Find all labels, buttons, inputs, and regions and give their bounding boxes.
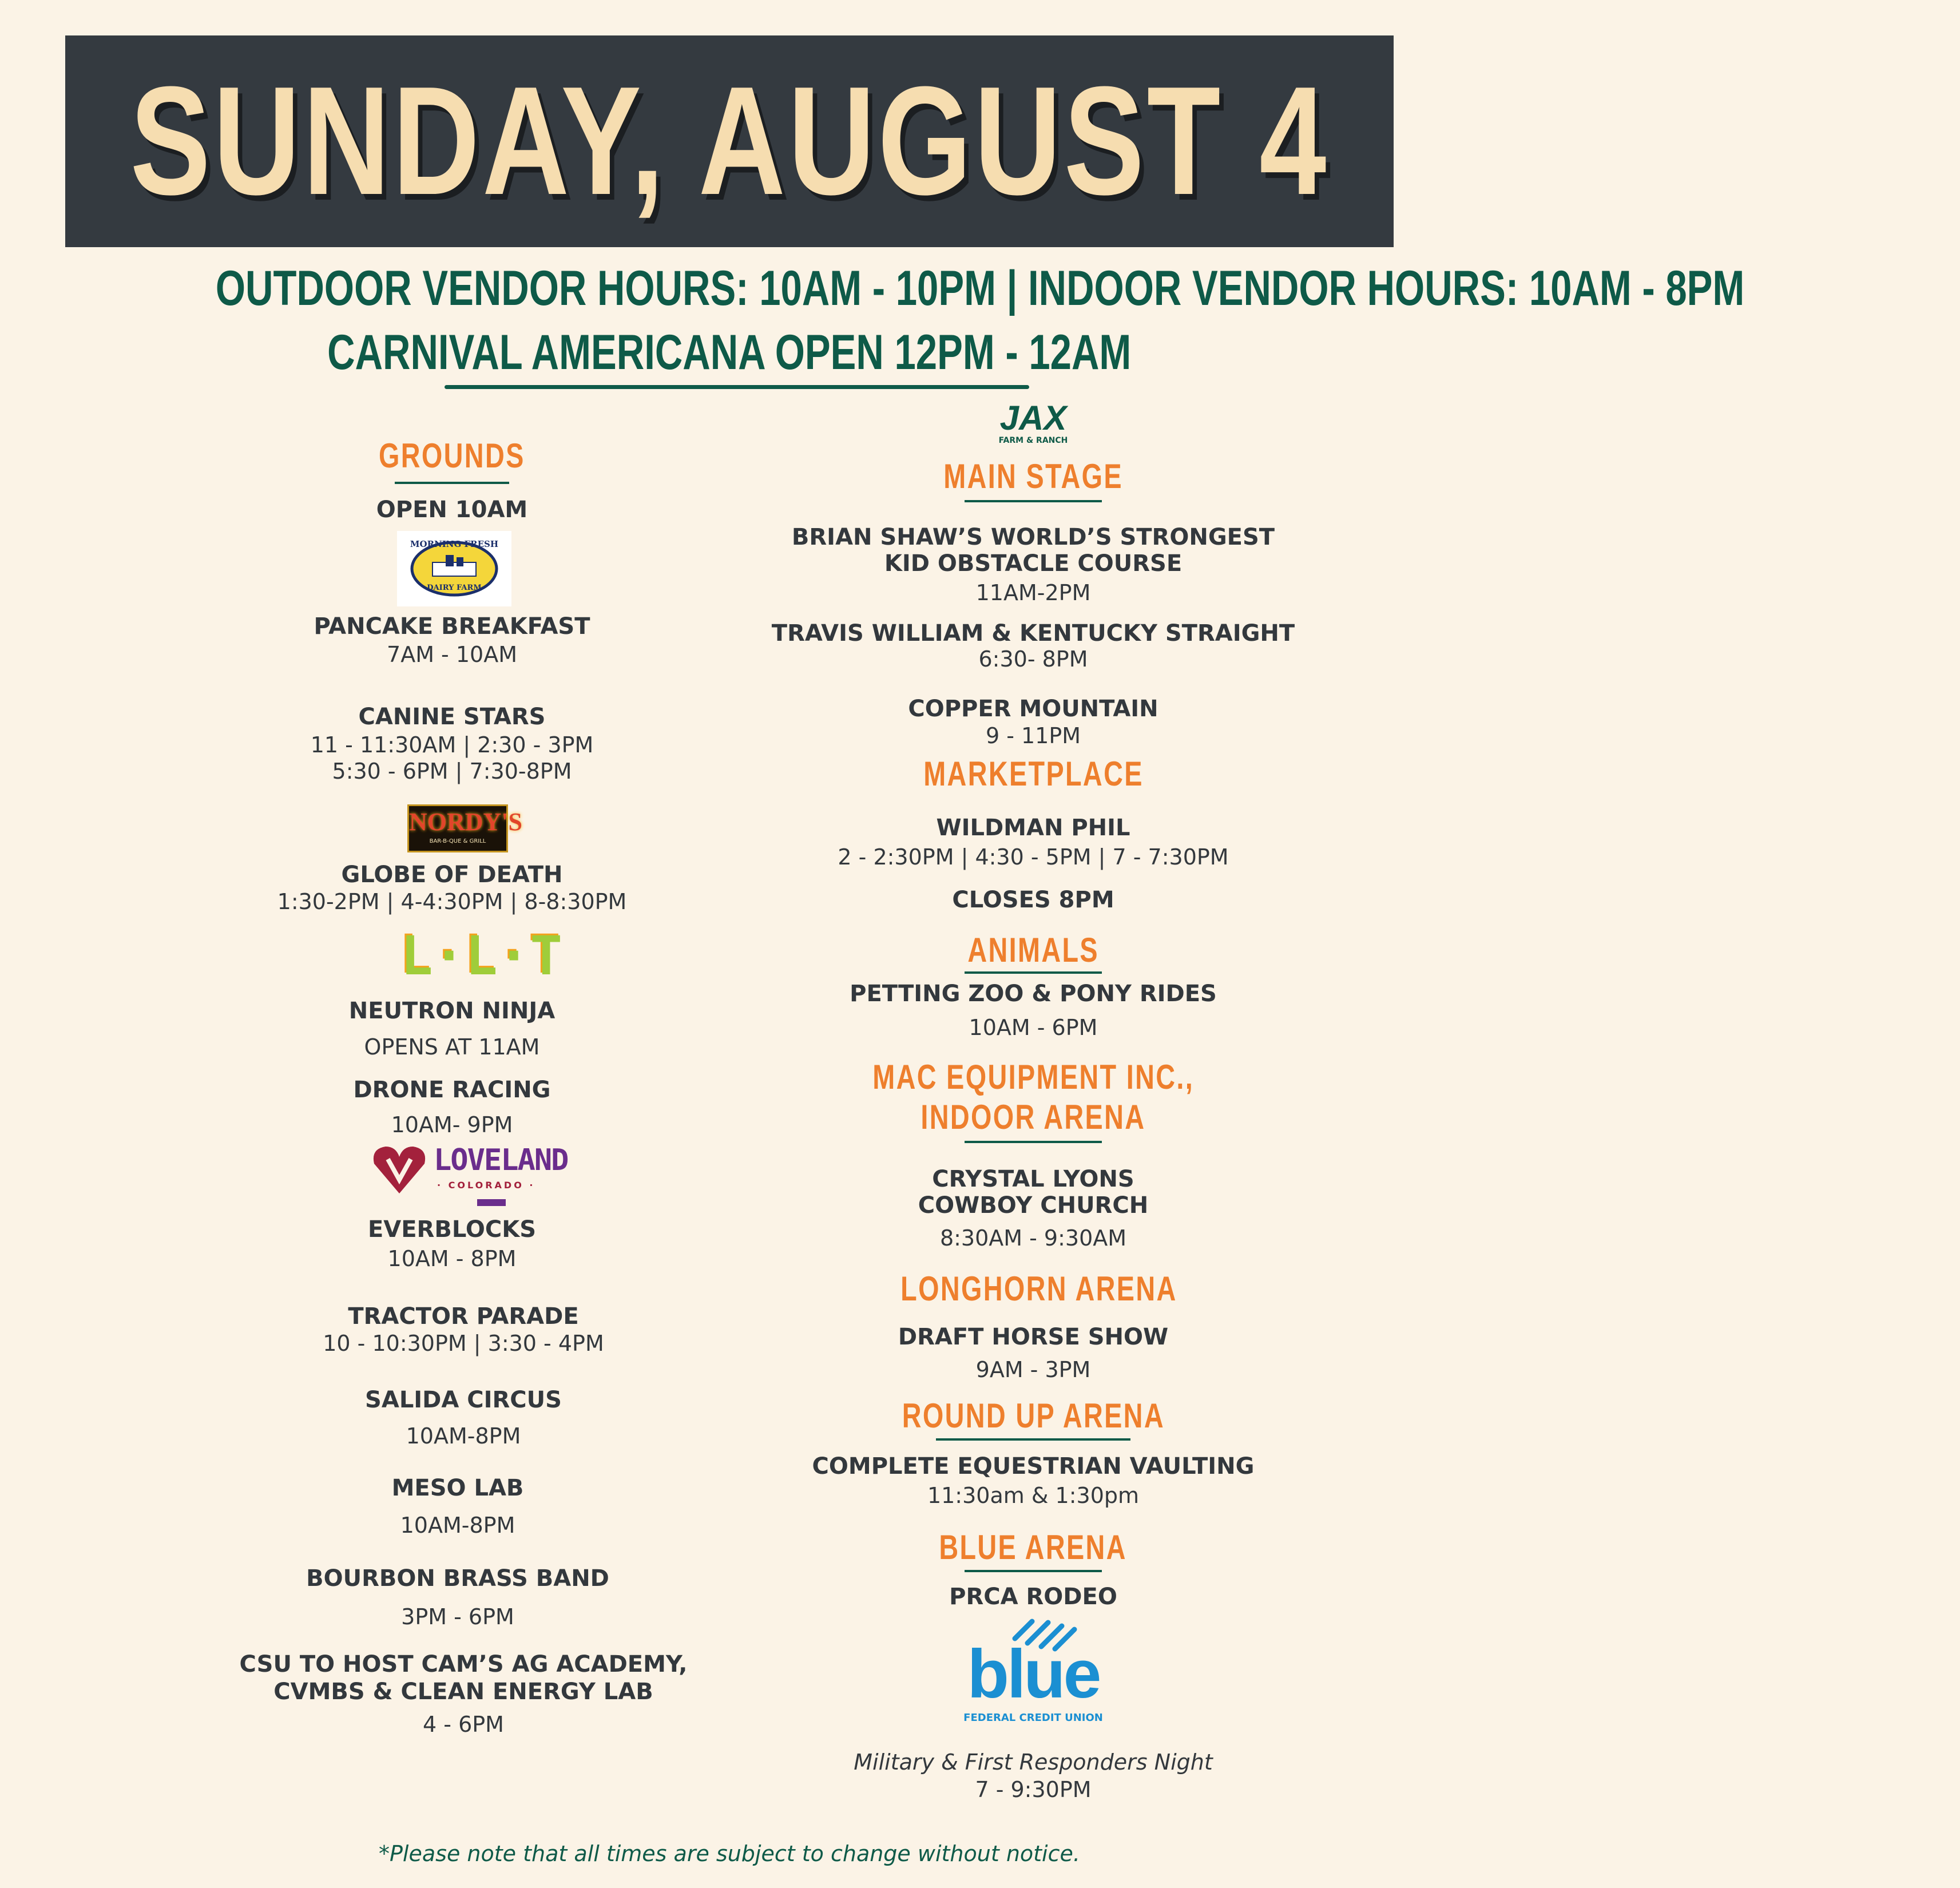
petting-name: PETTING ZOO & PONY RIDES (850, 981, 1217, 1007)
animals-underline (965, 971, 1102, 974)
marketplace-closes: CLOSES 8PM (952, 887, 1114, 913)
rodeo-name: PRCA RODEO (949, 1584, 1117, 1610)
carnival-hours: CARNIVAL AMERICANA OPEN 12PM - 12AM (327, 325, 1132, 380)
blue-fcu-logo: blue FEDERAL CREDIT UNION (947, 1613, 1119, 1734)
rodeo-note: Military & First Responders Night (854, 1750, 1213, 1775)
loveland-mountains (477, 1199, 506, 1206)
jax-logo: JAX FARM & RANCH (998, 399, 1068, 445)
mac-heading-1: MAC EQUIPMENT INC., (872, 1058, 1194, 1096)
canine-name: CANINE STARS (358, 704, 546, 730)
drone-time: 10AM- 9PM (391, 1112, 513, 1137)
brian-name-1: BRIAN SHAW’S WORLD’S STRONGEST (791, 524, 1275, 550)
crystal-time: 8:30AM - 9:30AM (939, 1225, 1127, 1251)
crystal-name-1: CRYSTAL LYONS (932, 1166, 1134, 1192)
brian-name-2: KID OBSTACLE COURSE (884, 550, 1183, 577)
mac-underline (965, 1141, 1102, 1143)
date-title: SUNDAY, AUGUST 4 (130, 55, 1329, 227)
everblocks-name: EVERBLOCKS (367, 1216, 537, 1243)
csu-time: 4 - 6PM (423, 1712, 504, 1737)
pancake-time: 7AM - 10AM (387, 642, 517, 667)
bourbon-time: 3PM - 6PM (401, 1604, 514, 1629)
footer-note: *Please note that all times are subject to change without notice. (379, 1841, 1080, 1866)
travis-time: 6:30- 8PM (978, 646, 1088, 672)
roundup-underline (936, 1438, 1130, 1441)
nordys-logo: NORDY'S BAR-B-QUE & GRILL (407, 804, 508, 852)
canine-time-1: 11 - 11:30AM | 2:30 - 3PM (310, 732, 594, 757)
neutron-name: NEUTRON NINJA (348, 998, 556, 1024)
vaulting-time: 11:30am & 1:30pm (927, 1483, 1140, 1508)
roundup-heading: ROUND UP ARENA (902, 1397, 1165, 1435)
brian-time: 11AM-2PM (975, 580, 1091, 605)
tractor-name: TRACTOR PARADE (348, 1303, 579, 1330)
everblocks-time: 10AM - 8PM (387, 1246, 517, 1271)
tractor-time: 10 - 10:30PM | 3:30 - 4PM (323, 1331, 604, 1356)
csu-name-1: CSU TO HOST CAM’S AG ACADEMY, (239, 1651, 688, 1677)
petting-time: 10AM - 6PM (969, 1015, 1098, 1040)
copper-time: 9 - 11PM (985, 723, 1081, 748)
blue-arena-heading: BLUE ARENA (939, 1528, 1128, 1566)
copper-name: COPPER MOUNTAIN (908, 696, 1158, 722)
grounds-heading: GROUNDS (379, 437, 525, 475)
rodeo-time: 7 - 9:30PM (975, 1777, 1092, 1802)
globe-name: GLOBE OF DEATH (341, 862, 563, 888)
pancake-name: PANCAKE BREAKFAST (314, 613, 590, 640)
globe-time: 1:30-2PM | 4-4:30PM | 8-8:30PM (277, 889, 627, 914)
loveland-logo: LOVELAND · COLORADO · (371, 1142, 560, 1209)
mac-heading-2: INDOOR ARENA (921, 1098, 1146, 1136)
salida-time: 10AM-8PM (406, 1423, 521, 1449)
grounds-open: OPEN 10AM (376, 497, 528, 523)
canine-time-2: 5:30 - 6PM | 7:30-8PM (332, 759, 572, 784)
neutron-time: OPENS AT 11AM (364, 1034, 540, 1060)
draft-time: 9AM - 3PM (975, 1357, 1091, 1382)
bourbon-name: BOURBON BRASS BAND (306, 1565, 609, 1592)
blue-arena-underline (965, 1570, 1102, 1572)
drone-name: DRONE RACING (353, 1077, 551, 1103)
longhorn-heading: LONGHORN ARENA (900, 1270, 1177, 1308)
meso-time: 10AM-8PM (400, 1513, 515, 1538)
header-divider (445, 385, 1029, 389)
llt-logo: L·L·T (400, 925, 562, 987)
vendor-hours: OUTDOOR VENDOR HOURS: 10AM - 10PM | INDOOR VENDOR HOURS: 10AM - 8PM (215, 261, 1745, 316)
animals-heading: ANIMALS (967, 931, 1099, 969)
marketplace-heading: MARKETPLACE (923, 755, 1144, 793)
grounds-underline (395, 482, 509, 484)
travis-name: TRAVIS WILLIAM & KENTUCKY STRAIGHT (771, 620, 1295, 646)
wildman-name: WILDMAN PHIL (936, 815, 1130, 841)
salida-name: SALIDA CIRCUS (365, 1387, 562, 1413)
draft-name: DRAFT HORSE SHOW (898, 1324, 1169, 1350)
csu-name-2: CVMBS & CLEAN ENERGY LAB (273, 1679, 653, 1705)
main-stage-heading: MAIN STAGE (943, 457, 1123, 495)
morning-fresh-logo: MORNING FRESH DAIRY FARM (397, 531, 511, 606)
wildman-time: 2 - 2:30PM | 4:30 - 5PM | 7 - 7:30PM (838, 844, 1229, 870)
crystal-name-2: COWBOY CHURCH (918, 1192, 1149, 1219)
date-banner (65, 35, 1394, 247)
vaulting-name: COMPLETE EQUESTRIAN VAULTING (812, 1453, 1255, 1480)
main-stage-underline (965, 500, 1102, 502)
meso-name: MESO LAB (391, 1475, 524, 1501)
